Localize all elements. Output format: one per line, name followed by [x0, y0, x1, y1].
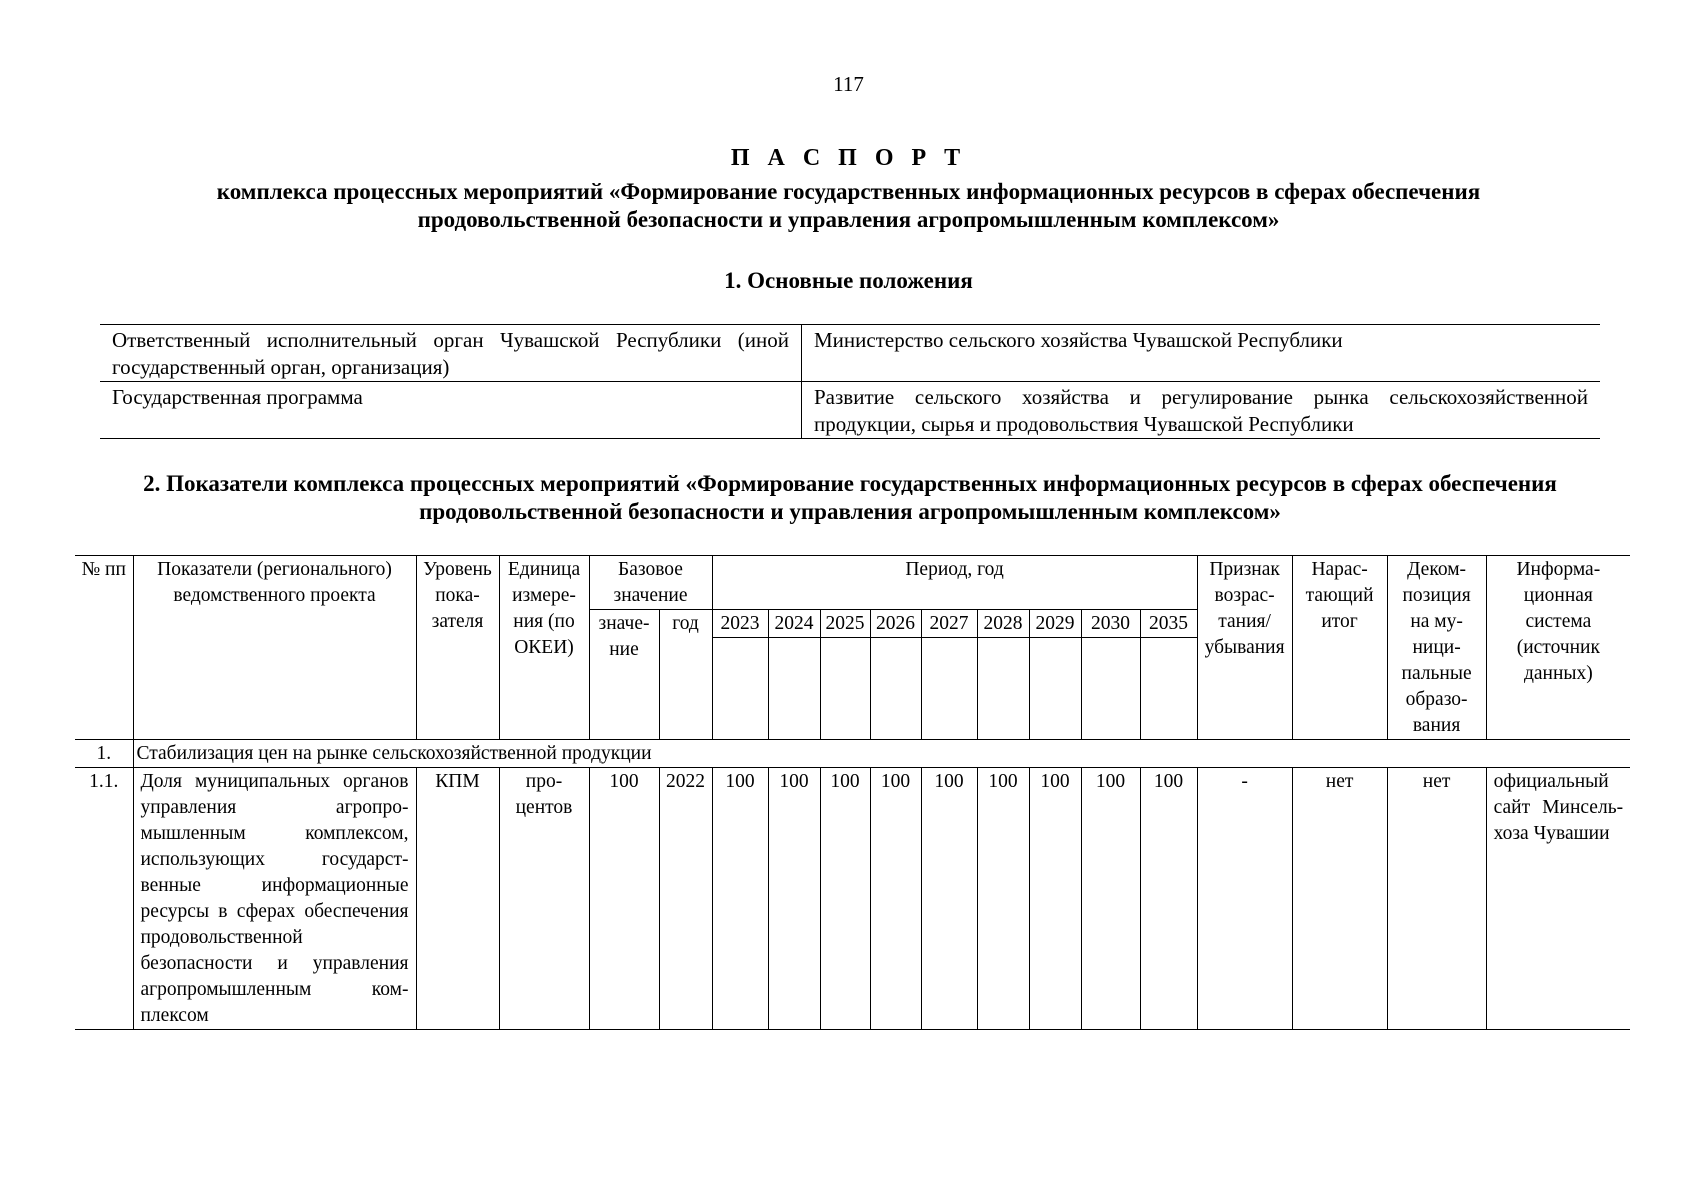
header-decomposition: Декомпозиция на муниципальные образования: [1387, 556, 1486, 740]
row-base-year: 2022: [659, 768, 712, 1030]
section1-heading: 1. Основные положения: [724, 268, 973, 293]
header-unit: Единица измерения (по ОКЕИ): [499, 556, 589, 740]
header-row: [75, 556, 1630, 610]
section2-heading: 2. Показатели комплекса процессных мероприятий «Формирование государственных информационных ресурсов в сферах обеспечения продовольственной безопасности и управления агропромышленным комплексом»: [143, 471, 1557, 524]
header-sign: Признак возрастания/ убывания: [1197, 556, 1292, 740]
main-provisions-table: [100, 324, 1600, 439]
indicators-table: [75, 555, 1630, 1030]
row-decomposition: нет: [1387, 768, 1486, 1030]
row-year-value: 100: [1140, 768, 1197, 1030]
row-unit: процентов: [499, 768, 589, 1030]
page-number: 117: [833, 72, 864, 96]
table-row: [75, 768, 1630, 1030]
group-row: [75, 740, 1630, 768]
header-level: Уровень показателя: [416, 556, 499, 740]
group-num: 1.: [75, 740, 133, 768]
document-subtitle: комплекса процессных мероприятий «Формирование государственных информационных ресурсов в сферах обеспечения продовольственной безопасности и управления агропромышленным комплексом»: [216, 179, 1481, 232]
header-base: Базовое значение: [589, 556, 712, 610]
header-info-system: Информационная система (источник данных): [1486, 556, 1630, 740]
row-year-value: 100: [712, 768, 768, 1030]
row-year-value: 100: [921, 768, 977, 1030]
provisions-row: [100, 325, 1600, 382]
row-level: КПМ: [416, 768, 499, 1030]
row-year-value: 100: [768, 768, 820, 1030]
header-year: 2025: [820, 610, 870, 638]
header-year: 2023: [712, 610, 768, 638]
header-year: 2029: [1029, 610, 1081, 638]
row-info-system: официальный сайт Минсельхоза Чувашии: [1486, 768, 1630, 1030]
row-year-value: 100: [870, 768, 921, 1030]
row-base-value: 100: [589, 768, 659, 1030]
provisions-value: Министерство сельского хозяйства Чувашской Республики: [802, 325, 1601, 382]
row-num: 1.1.: [75, 768, 133, 1030]
row-year-value: 100: [820, 768, 870, 1030]
header-year: 2027: [921, 610, 977, 638]
header-base-year: год: [659, 610, 712, 740]
header-year: 2028: [977, 610, 1029, 638]
group-title: Стабилизация цен на рынке сельскохозяйственной продукции: [133, 740, 1630, 768]
provisions-row: [100, 382, 1600, 439]
row-indicator: Доля муниципальных органов управления агропромышленным комплексом, использующих государственные информационные ресурсы в сферах обеспечения продовольственной безопасности и управления агропромышленным комплексом: [133, 768, 416, 1030]
header-base-value: значение: [589, 610, 659, 740]
document-title: П А С П О Р Т: [730, 145, 967, 171]
header-cumulative: Нарастающий итог: [1292, 556, 1387, 740]
header-num: № пп: [75, 556, 133, 740]
header-indicator: Показатели (регионального) ведомственного проекта: [133, 556, 416, 740]
row-sign: -: [1197, 768, 1292, 1030]
header-year: 2030: [1081, 610, 1140, 638]
provisions-label: Ответственный исполнительный орган Чувашской Республики (иной государственный орган, организация): [100, 325, 802, 382]
row-cumulative: нет: [1292, 768, 1387, 1030]
header-year: 2024: [768, 610, 820, 638]
provisions-label: Государственная программа: [100, 382, 802, 439]
header-year: 2026: [870, 610, 921, 638]
row-year-value: 100: [977, 768, 1029, 1030]
header-year: 2035: [1140, 610, 1197, 638]
provisions-value: Развитие сельского хозяйства и регулирование рынка сельскохозяйственной продукции, сырья и продовольствия Чувашской Республики: [802, 382, 1601, 439]
header-period: Период, год: [712, 556, 1197, 610]
row-year-value: 100: [1029, 768, 1081, 1030]
row-year-value: 100: [1081, 768, 1140, 1030]
